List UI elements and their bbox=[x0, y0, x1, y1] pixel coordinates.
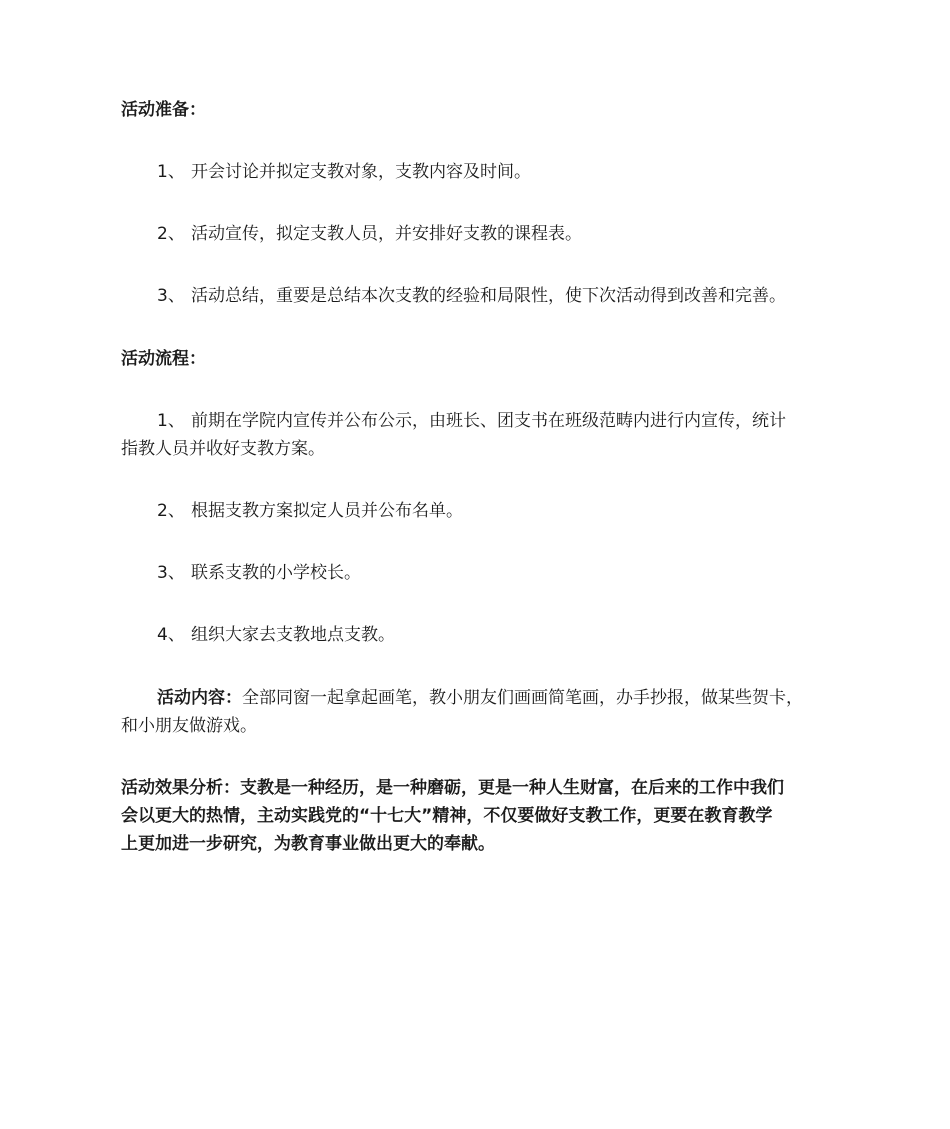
analysis-line-2: 会以更大的热情，主动实践党的“十七大”精神，不仅要做好支教工作，更要在教育教学 bbox=[121, 806, 773, 826]
prep-heading: 活动准备： bbox=[121, 100, 206, 120]
process-item-2 bbox=[157, 497, 463, 525]
process-item-2-number: 2、 bbox=[157, 501, 185, 521]
prep-item-2-text: 活动宣传，拟定支教人员，并安排好支教的课程表。 bbox=[191, 224, 582, 244]
content-paragraph bbox=[157, 684, 803, 712]
analysis-line-3: 上更加进一步研究，为教育事业做出更大的奉献。 bbox=[121, 834, 495, 854]
process-item-1-text: 前期在学院内宣传并公布公示，由班长、团支书在班级范畴内进行内宣传，统计 bbox=[191, 411, 786, 431]
prep-item-1-number: 1、 bbox=[157, 162, 185, 182]
analysis-label: 活动效果分析： bbox=[121, 778, 240, 798]
process-item-4 bbox=[157, 621, 395, 649]
process-item-1-continuation: 指教人员并收好支教方案。 bbox=[121, 439, 325, 459]
content-continuation: 和小朋友做游戏。 bbox=[121, 716, 257, 736]
process-item-1-number: 1、 bbox=[157, 411, 185, 431]
prep-item-1-text: 开会讨论并拟定支教对象，支教内容及时间。 bbox=[191, 162, 531, 182]
process-item-3 bbox=[157, 559, 361, 587]
analysis-line-1 bbox=[121, 774, 784, 802]
prep-item-2 bbox=[157, 220, 582, 248]
process-item-1 bbox=[157, 407, 786, 435]
process-item-2-text: 根据支教方案拟定人员并公布名单。 bbox=[191, 501, 463, 521]
process-heading: 活动流程： bbox=[121, 349, 206, 369]
content-label: 活动内容： bbox=[157, 688, 242, 708]
prep-item-3-number: 3、 bbox=[157, 286, 185, 306]
prep-item-1 bbox=[157, 158, 531, 186]
prep-item-3 bbox=[157, 282, 786, 310]
prep-item-2-number: 2、 bbox=[157, 224, 185, 244]
process-item-4-number: 4、 bbox=[157, 625, 185, 645]
analysis-text-1: 支教是一种经历，是一种磨砺，更是一种人生财富，在后来的工作中我们 bbox=[240, 778, 784, 798]
process-item-4-text: 组织大家去支教地点支教。 bbox=[191, 625, 395, 645]
content-text: 全部同窗一起拿起画笔，教小朋友们画画简笔画，办手抄报，做某些贺卡， bbox=[242, 688, 803, 708]
prep-item-3-text: 活动总结，重要是总结本次支教的经验和局限性，使下次活动得到改善和完善。 bbox=[191, 286, 786, 306]
process-item-3-text: 联系支教的小学校长。 bbox=[191, 563, 361, 583]
process-item-3-number: 3、 bbox=[157, 563, 185, 583]
